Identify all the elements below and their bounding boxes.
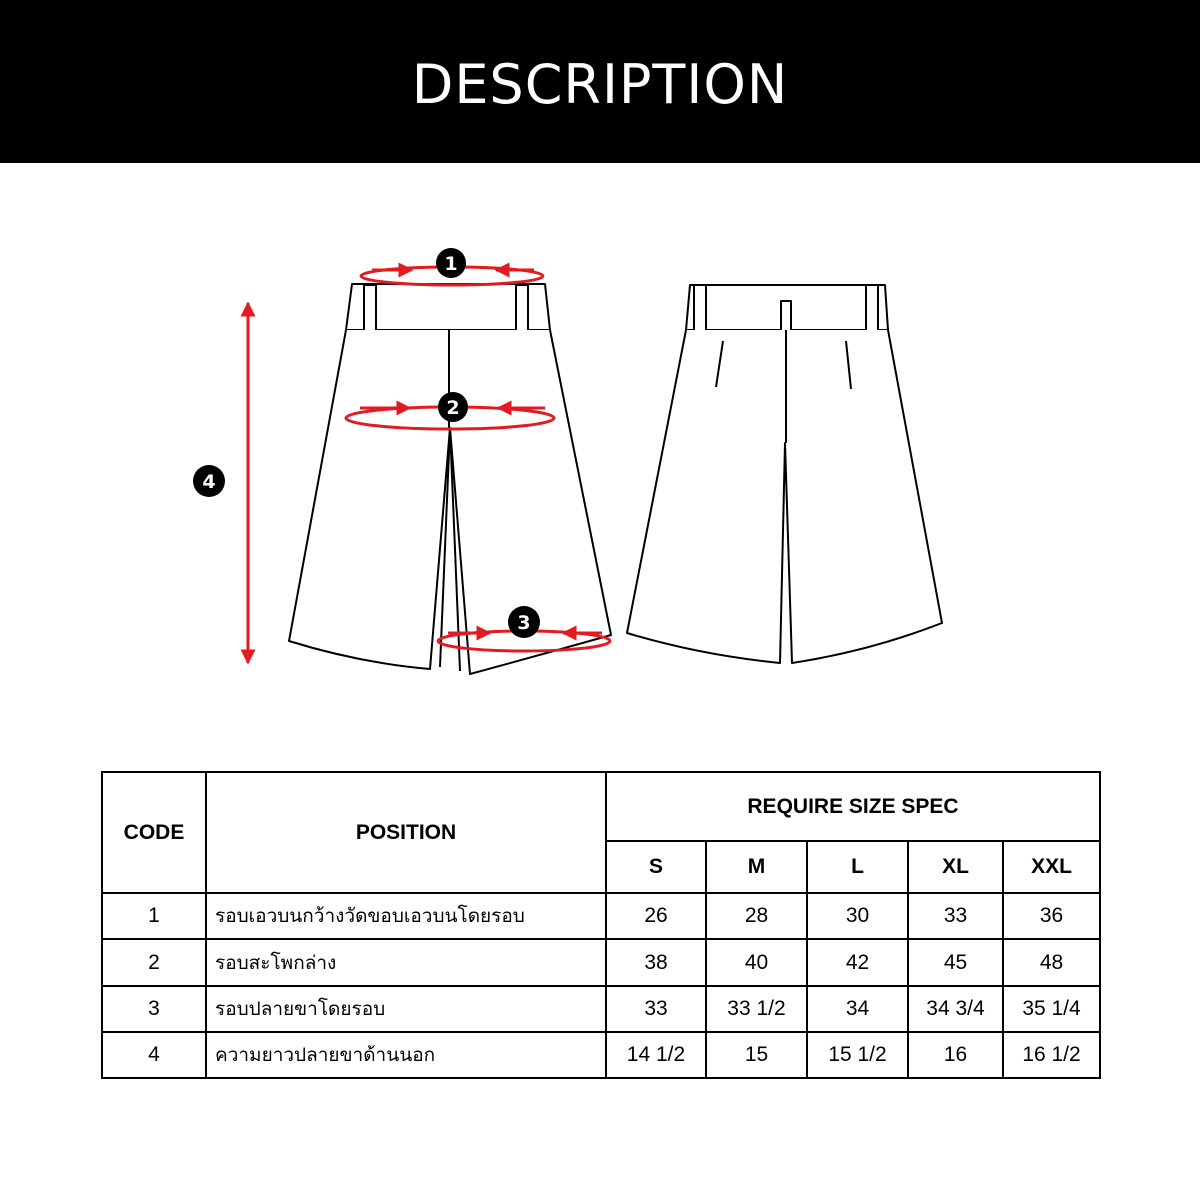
marker-1-badge: [436, 248, 466, 278]
value-cell: 16 1/2: [1003, 1032, 1100, 1078]
value-cell: 34: [807, 986, 908, 1032]
code-header: CODE: [102, 772, 206, 893]
value-cell: 30: [807, 893, 908, 939]
position-cell: ความยาวปลายขาด้านนอก: [206, 1032, 606, 1078]
size-spec-table: [101, 771, 1101, 1079]
header-bar: [0, 0, 1200, 163]
value-cell: 35 1/4: [1003, 986, 1100, 1032]
value-cell: 33 1/2: [706, 986, 807, 1032]
marker-2-badge: [438, 392, 468, 422]
size-header: M: [706, 841, 807, 893]
marker-3-badge: [508, 606, 540, 638]
value-cell: 26: [606, 893, 706, 939]
table-header-row: [102, 772, 1100, 841]
value-cell: 34 3/4: [908, 986, 1003, 1032]
value-cell: 40: [706, 939, 807, 986]
svg-text:1: 1: [444, 253, 458, 275]
code-cell: 3: [102, 986, 206, 1032]
garment-diagram: [0, 163, 1200, 763]
value-cell: 14 1/2: [606, 1032, 706, 1078]
value-cell: 33: [908, 893, 1003, 939]
value-cell: 36: [1003, 893, 1100, 939]
value-cell: 45: [908, 939, 1003, 986]
page-title: DESCRIPTION: [411, 53, 789, 116]
position-header: POSITION: [206, 772, 606, 893]
value-cell: 28: [706, 893, 807, 939]
value-cell: 15 1/2: [807, 1032, 908, 1078]
position-cell: รอบเอวบนกว้างวัดขอบเอวบนโดยรอบ: [206, 893, 606, 939]
back-view: [627, 285, 942, 663]
value-cell: 33: [606, 986, 706, 1032]
table-row: [102, 893, 1100, 939]
table-row: [102, 1032, 1100, 1078]
marker-4-badge: [193, 465, 225, 497]
table-row: [102, 939, 1100, 986]
code-cell: 1: [102, 893, 206, 939]
size-header: XXL: [1003, 841, 1100, 893]
size-header: L: [807, 841, 908, 893]
size-header: XL: [908, 841, 1003, 893]
size-header: S: [606, 841, 706, 893]
shorts-illustration: [0, 163, 1200, 763]
value-cell: 48: [1003, 939, 1100, 986]
position-cell: รอบปลายขาโดยรอบ: [206, 986, 606, 1032]
code-cell: 2: [102, 939, 206, 986]
svg-text:2: 2: [446, 397, 460, 419]
value-cell: 16: [908, 1032, 1003, 1078]
value-cell: 42: [807, 939, 908, 986]
svg-text:4: 4: [202, 471, 216, 493]
table-row: [102, 986, 1100, 1032]
code-cell: 4: [102, 1032, 206, 1078]
value-cell: 38: [606, 939, 706, 986]
front-view: [289, 284, 611, 674]
svg-text:3: 3: [517, 612, 531, 634]
spec-header: REQUIRE SIZE SPEC: [606, 772, 1100, 841]
position-cell: รอบสะโพกล่าง: [206, 939, 606, 986]
value-cell: 15: [706, 1032, 807, 1078]
